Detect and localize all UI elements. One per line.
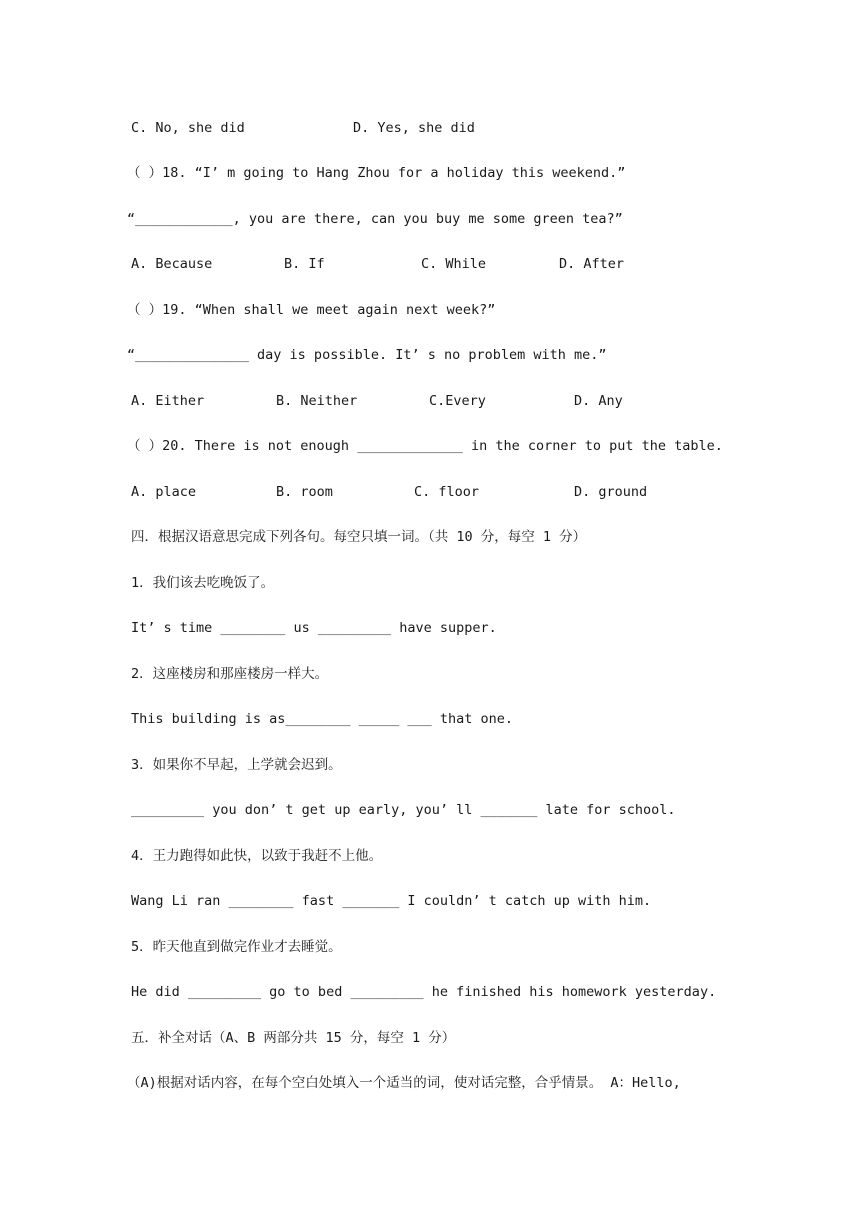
section5-part-a-instruction: （A)根据对话内容，在每个空白处填入一个适当的词，使对话完整，合乎情景。 A：Hello, xyxy=(127,1075,681,1091)
q18-stem: （ ）18. “I’ m going to Hang Zhou for a holiday this weekend.” xyxy=(127,165,626,181)
s4-item5-english: He did _________ go to bed _________ he finished his homework yesterday. xyxy=(131,984,717,1000)
q18-reply: “____________, you are there, can you buy me some green tea?” xyxy=(127,211,623,227)
q18-option-c: C. While xyxy=(421,256,487,272)
q17-option-d: D. Yes, she did xyxy=(353,120,475,136)
s4-item1-chinese: 1．我们该去吃晚饭了。 xyxy=(131,575,275,591)
q17-options xyxy=(131,119,765,137)
q20-option-a: A. place xyxy=(131,484,197,500)
s4-item5-chinese: 5．昨天他直到做完作业才去睡觉。 xyxy=(131,939,342,955)
q20-option-c: C. floor xyxy=(414,484,480,500)
section4-heading: 四．根据汉语意思完成下列各句。每空只填一词。（共 10 分，每空 1 分） xyxy=(131,529,587,545)
s4-item2-english: This building is as________ _____ ___ that one. xyxy=(131,711,514,727)
q20-stem: （ ）20. There is not enough _____________ in the corner to put the table. xyxy=(127,438,723,454)
q20-option-b: B. room xyxy=(276,484,333,500)
q19-option-a: A. Either xyxy=(131,393,205,409)
s4-item3-chinese: 3．如果你不早起，上学就会迟到。 xyxy=(131,757,342,773)
s4-item4-english: Wang Li ran ________ fast _______ I couldn’ t catch up with him. xyxy=(131,893,652,909)
q18-option-d: D. After xyxy=(559,256,625,272)
q17-option-c: C. No, she did xyxy=(131,120,245,136)
s4-item2-chinese: 2．这座楼房和那座楼房一样大。 xyxy=(131,666,329,682)
q19-option-c: C.Every xyxy=(429,393,486,409)
s4-item1-english: It’ s time ________ us _________ have supper. xyxy=(131,620,497,636)
q20-option-d: D. ground xyxy=(574,484,648,500)
q18-option-a: A. Because xyxy=(131,256,213,272)
s4-item4-chinese: 4．王力跑得如此快，以致于我赶不上他。 xyxy=(131,848,383,864)
q20-options xyxy=(131,483,765,501)
s4-item3-english: _________ you don’ t get up early, you’ ll _______ late for school. xyxy=(131,802,676,818)
section5-heading: 五．补全对话（A、B 两部分共 15 分，每空 1 分） xyxy=(131,1030,456,1046)
q18-option-b: B. If xyxy=(284,256,325,272)
q19-reply: “______________ day is possible. It’ s no problem with me.” xyxy=(127,347,607,363)
q19-option-b: B. Neither xyxy=(276,393,358,409)
q19-options xyxy=(131,392,765,410)
q19-stem: （ ）19. “When shall we meet again next week?” xyxy=(127,302,496,318)
q19-option-d: D. Any xyxy=(574,393,623,409)
q18-options xyxy=(131,255,765,273)
